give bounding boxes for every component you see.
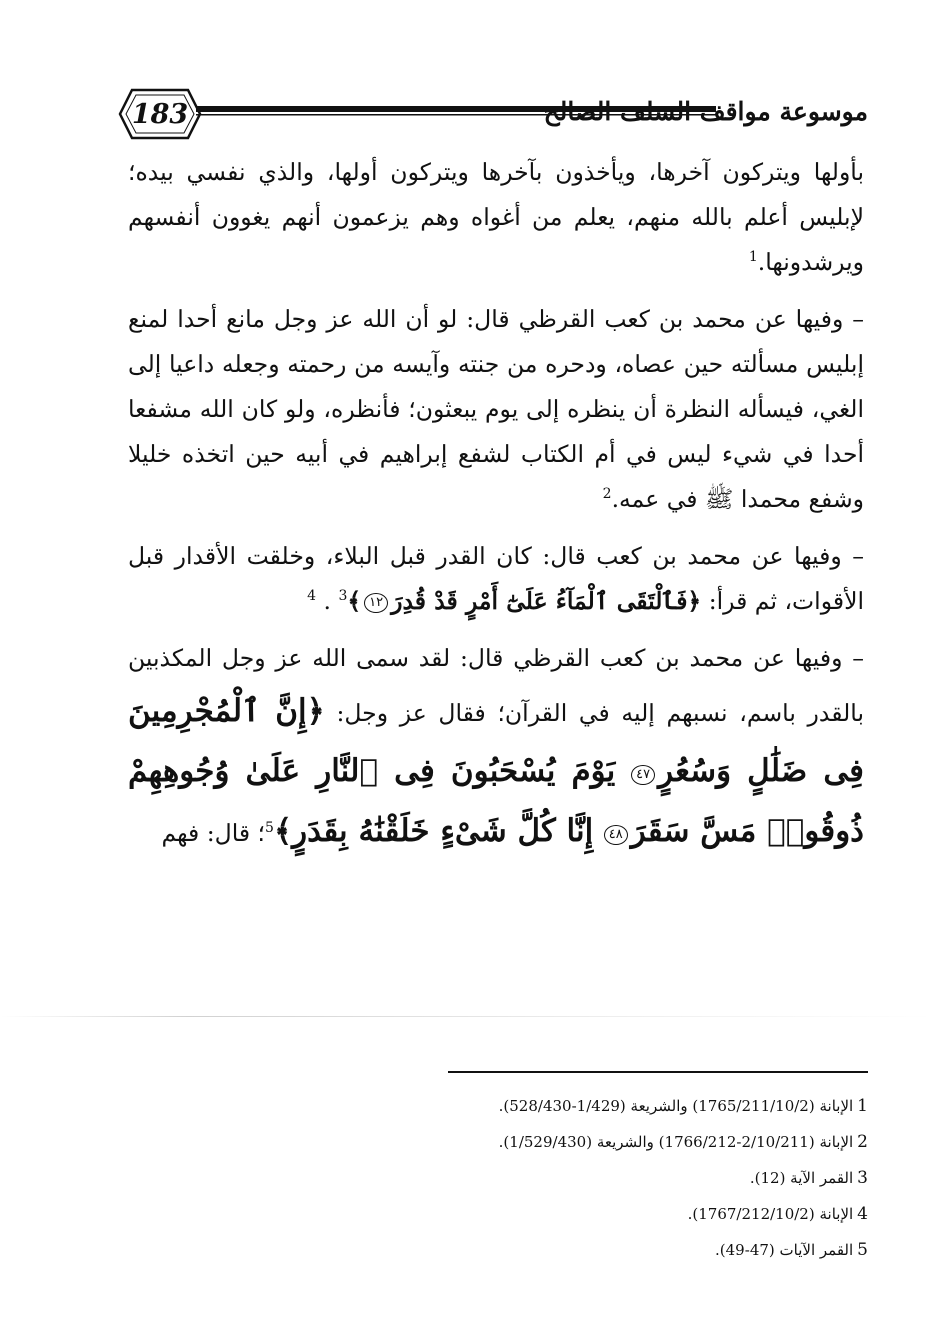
paragraph-text: – وفيها عن محمد بن كعب القرظي قال: لقد سمى الله عز وجل المكذبين بالقدر باسم، نسبهم إليه في القرآن؛ فقال عز وجل: — [128, 644, 864, 727]
footnote-number: 2 — [857, 1132, 868, 1152]
footnote-ref: 4 — [307, 588, 317, 605]
scan-artifact-line — [0, 1016, 936, 1017]
page-number: 183 — [131, 98, 189, 130]
paragraph-text: – وفيها عن محمد بن كعب قال: كان القدر قبل البلاء، وخلقت الأقدار قبل الأقوات، ثم قرأ: — [128, 542, 864, 615]
ayah-number-marker: ٤٧ — [631, 765, 655, 785]
footnote-text: القمر الآيات (47-49). — [715, 1241, 854, 1259]
footnote-item — [360, 1160, 868, 1196]
ayah-number-marker: ١٢ — [364, 593, 388, 613]
paragraph — [128, 297, 864, 522]
quran-bracket: ﴾ — [347, 587, 362, 615]
book-title: موسوعة مواقف السلف الصالح — [543, 97, 868, 126]
page-header — [118, 84, 868, 154]
footnote-item — [360, 1232, 868, 1268]
footnote-number: 1 — [857, 1096, 868, 1116]
paragraph — [128, 150, 864, 285]
footnote-ref: 1 — [748, 249, 758, 266]
paragraph — [128, 636, 864, 861]
footnote-item — [360, 1196, 868, 1232]
footnote-number: 4 — [857, 1204, 868, 1224]
footnotes — [360, 1088, 868, 1268]
ayah-number-marker: ٤٨ — [604, 825, 628, 845]
footnote-ref: 2 — [602, 486, 612, 503]
footnote-ref: 5 — [265, 820, 274, 837]
body-text — [128, 150, 864, 861]
footnote-text: الإبانة (1767/212/10/2). — [687, 1205, 854, 1223]
footnote-number: 5 — [857, 1240, 868, 1260]
paragraph-text: بأولها ويتركون آخرها، ويأخذون بآخرها ويتركون أولها، والذي نفسي بيده؛ لإبليس أعلم بالله منهم، يعلم من أغواه وهم يزعمون أنهم يغوون أنفسهم ويرشدونها. — [128, 158, 864, 276]
paragraph-text: ؛ قال: فهم — [161, 819, 266, 847]
footnote-number: 3 — [857, 1168, 868, 1188]
quran-verse: إِنَّا كُلَّ شَىْءٍ خَلَقْنَٰهُ بِقَدَرٍ﴾ — [273, 813, 594, 849]
paragraph: – وفيها عن محمد بن كعب قال: كان القدر قبل البلاء، وخلقت الأقدار قبل الأقوات، ثم قرأ: ﴿فَٱلْتَقَى ٱلْمَآءُ عَلَىٰٓ أَمْرٍ قَدْ قُدِرَ١٢﴾$^3$ . $^4$ — [128, 542, 864, 615]
footnote-text: الإبانة (2/10/211-1766/212) والشريعة (1/529/430). — [498, 1133, 854, 1151]
footnote-text: القمر الآية (12). — [749, 1169, 854, 1187]
footnote-divider — [448, 1071, 868, 1073]
paragraph-text: – وفيها عن محمد بن كعب القرظي قال: لو أن الله عز وجل مانع أحدا لمنع إبليس مسألته حين عصاه، ودحره من جنته وآيسه من رحمته وجعله داعيا إلى الغي، فيسأله النظرة أن ينظره إلى يوم يبعثون؛ فأنظره، ولو كان الله مشفعا أحدا في شيء ليس في أم الكتاب لشفع إبراهيم في أبيه حين اتخذه خليلا وشفع محمدا ﷺ في عمه. — [128, 305, 864, 513]
footnote-item — [360, 1088, 868, 1124]
quran-verse: يَوْمَ يُسْحَبُونَ فِى ٱلنَّارِ عَلَىٰ وُجُوهِهِمْ ذُوقُوا۟ مَسَّ سَقَرَ — [128, 753, 864, 849]
quran-verse: ﴿فَٱلْتَقَى ٱلْمَآءُ عَلَىٰٓ أَمْرٍ قَدْ قُدِرَ — [391, 587, 702, 615]
footnote-ref: 3 — [338, 588, 348, 605]
footnote-item — [360, 1124, 868, 1160]
footnote-text: الإبانة (1765/211/10/2) والشريعة (1/429-528/430). — [498, 1097, 854, 1115]
quran-verse: ﴿إِنَّ ٱلْمُجْرِمِينَ فِى ضَلَٰلٍ وَسُعُرٍ — [128, 693, 865, 789]
